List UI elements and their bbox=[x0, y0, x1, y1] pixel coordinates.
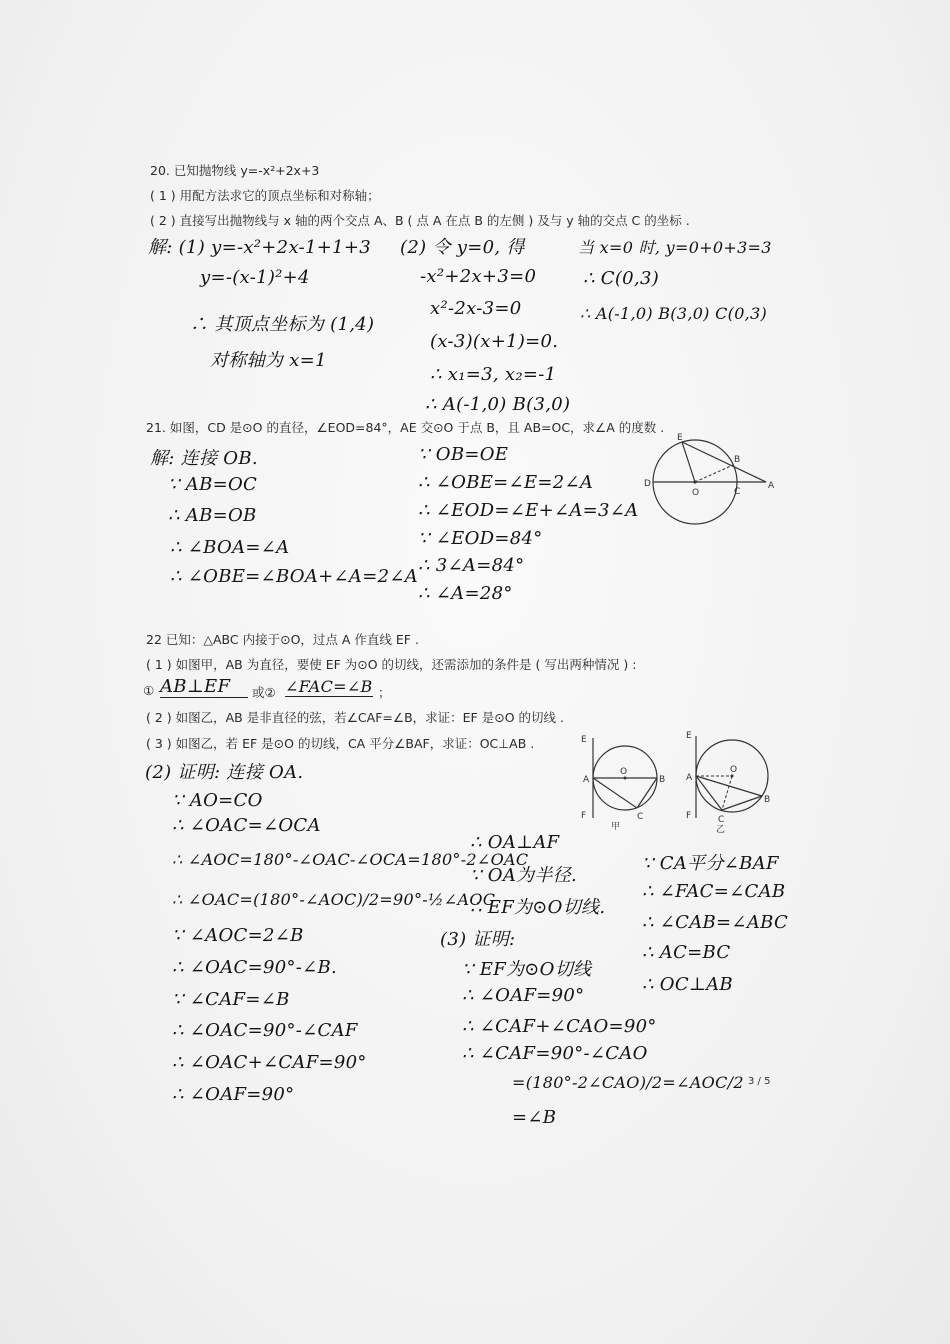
q21-title: 21. 如图，CD 是⊙O 的直径，∠EOD=84°，AE 交⊙O 于点 B，且 AB=OC，求∠A 的度数 . bbox=[146, 420, 665, 435]
q21-ans-c1-l3: ∴ AB=OB bbox=[168, 505, 257, 526]
q22-ans-c2-l7: ∴ ∠CAF+∠CAO=90° bbox=[462, 1016, 657, 1037]
q22-part1-end: ； bbox=[378, 685, 391, 700]
q22-ans-c3-l4: ∴ AC=BC bbox=[642, 942, 731, 963]
q20-ans-c2-l2: -x²+2x+3=0 bbox=[420, 266, 537, 287]
q22-part1-or: 或② bbox=[252, 685, 276, 700]
q21-label-C: C bbox=[734, 487, 741, 497]
q22-ans-c2-l6: ∴ ∠OAF=90° bbox=[462, 985, 585, 1006]
q21-ans-c1-l1: 解: 连接 OB. bbox=[150, 448, 258, 469]
q20-part2: ( 2 ) 直接写出抛物线与 x 轴的两个交点 A、B ( 点 A 在点 B 的左侧 ) 及与 y 轴的交点 C 的坐标 . bbox=[150, 213, 690, 228]
jia-label-A: A bbox=[583, 775, 590, 785]
q21-ans-c2-l4: ∵ ∠EOD=84° bbox=[418, 528, 543, 549]
q22-figure-yi bbox=[680, 730, 780, 835]
q20-ans-c2-l1: (2) 令 y=0, 得 bbox=[400, 237, 525, 258]
yi-label-B: B bbox=[764, 795, 771, 805]
yi-line-OC bbox=[722, 776, 732, 810]
q20-ans-c2-l5: ∴ x₁=3, x₂=-1 bbox=[430, 364, 557, 385]
q20-ans-c3-l1: 当 x=0 时, y=0+0+3=3 bbox=[578, 238, 772, 257]
q21-label-E: E bbox=[677, 433, 683, 443]
q20-ans-c3-l3: ∴ A(-1,0) B(3,0) C(0,3) bbox=[580, 304, 768, 323]
yi-label-E: E bbox=[686, 731, 692, 741]
q21-ans-c2-l3: ∴ ∠EOD=∠E+∠A=3∠A bbox=[418, 500, 639, 521]
q22-part1-answer2: ∠FAC=∠B bbox=[285, 677, 373, 696]
q22-part1-prefix: ① bbox=[143, 683, 155, 698]
q21-label-B: B bbox=[734, 455, 741, 465]
jia-line-AC bbox=[593, 778, 637, 808]
q22-ans-c1-l10: ∴ ∠OAC+∠CAF=90° bbox=[172, 1052, 367, 1073]
q22-ans-c1-l7: ∴ ∠OAC=90°-∠B. bbox=[172, 957, 338, 978]
q22-ans-c3-l3: ∴ ∠CAB=∠ABC bbox=[642, 912, 789, 933]
q21-ans-c1-l4: ∴ ∠BOA=∠A bbox=[170, 537, 290, 558]
jia-label-O: O bbox=[620, 767, 628, 777]
q22-ans-c1-l5: ∴ ∠OAC=(180°-∠AOC)/2=90°-½∠AOC bbox=[172, 890, 496, 909]
q22-part3: ( 3 ) 如图乙，若 EF 是⊙O 的切线，CA 平分∠BAF，求证：OC⊥AB . bbox=[146, 736, 535, 751]
q20-ans-c1-l1: 解: (1) y=-x²+2x-1+1+3 bbox=[148, 237, 371, 258]
q20-ans-c2-l3: x²-2x-3=0 bbox=[430, 298, 522, 319]
q20-ans-c2-l6: ∴ A(-1,0) B(3,0) bbox=[425, 394, 571, 415]
q22-title: 22 已知：△ABC 内接于⊙O，过点 A 作直线 EF . bbox=[146, 632, 419, 647]
q22-ans-c1-l6: ∵ ∠AOC=2∠B bbox=[172, 925, 304, 946]
q20-ans-c3-l2: ∴ C(0,3) bbox=[583, 268, 660, 289]
q20-ans-c1-l3: ∴ 其顶点坐标为 (1,4) bbox=[190, 314, 375, 335]
q20-title: 20. 已知抛物线 y=-x²+2x+3 bbox=[150, 163, 320, 178]
q21-center-dot bbox=[693, 480, 696, 483]
jia-label-E: E bbox=[581, 735, 587, 745]
q21-line-OB bbox=[695, 465, 733, 482]
jia-label-F: F bbox=[581, 811, 587, 821]
q22-ans-c3-l1: ∵ CA平分∠BAF bbox=[642, 853, 779, 874]
q20-ans-c1-l4: 对称轴为 x=1 bbox=[210, 350, 327, 371]
q22-ans-c2-l3: ∴ EF为⊙O切线. bbox=[470, 897, 606, 918]
q22-ans-c3-l5: ∴ OC⊥AB bbox=[642, 974, 733, 995]
q22-ans-c2-l1: ∴ OA⊥AF bbox=[470, 832, 560, 853]
q22-part1: ( 1 ) 如图甲，AB 为直径，要使 EF 为⊙O 的切线，还需添加的条件是 ( 写出两种情况 ) : bbox=[146, 657, 637, 672]
q22-ans-c3-l2: ∴ ∠FAC=∠CAB bbox=[642, 881, 786, 902]
q22-ans-c1-l3: ∴ ∠OAC=∠OCA bbox=[172, 815, 321, 836]
q22-ans-c1-l11: ∴ ∠OAF=90° bbox=[172, 1084, 295, 1105]
q22-ans-c1-l9: ∴ ∠OAC=90°-∠CAF bbox=[172, 1020, 358, 1041]
q22-ans-c2-l10: =∠B bbox=[512, 1107, 557, 1128]
yi-label-C: C bbox=[718, 815, 725, 825]
q22-ans-c1-l4: ∴ ∠AOC=180°-∠OAC-∠OCA=180°-2∠OAC bbox=[172, 850, 529, 869]
q21-line-EA bbox=[682, 442, 766, 482]
q22-part2: ( 2 ) 如图乙，AB 是非直径的弦，若∠CAF=∠B，求证：EF 是⊙O 的切线 . bbox=[146, 710, 564, 725]
q20-ans-c1-l2: y=-(x-1)²+4 bbox=[200, 267, 310, 288]
q21-figure bbox=[640, 430, 780, 550]
jia-caption: 甲 bbox=[611, 822, 621, 832]
q21-label-D: D bbox=[644, 479, 651, 489]
q22-ans-c2-l4: (3) 证明: bbox=[440, 929, 516, 950]
q21-ans-c1-l2: ∵ AB=OC bbox=[168, 474, 258, 495]
q22-ans-c2-l9: =(180°-2∠CAO)/2=∠AOC/2 bbox=[512, 1073, 744, 1092]
q21-ans-c2-l2: ∴ ∠OBE=∠E=2∠A bbox=[418, 472, 594, 493]
jia-label-C: C bbox=[637, 812, 644, 822]
yi-label-F: F bbox=[686, 811, 692, 821]
q22-ans-c2-l8: ∴ ∠CAF=90°-∠CAO bbox=[462, 1043, 648, 1064]
q21-ans-c2-l6: ∴ ∠A=28° bbox=[418, 583, 513, 604]
q22-ans-c2-l5: ∵ EF为⊙O切线 bbox=[462, 959, 592, 980]
q20-part1: ( 1 ) 用配方法求它的顶点坐标和对称轴； bbox=[150, 188, 380, 203]
q21-label-A: A bbox=[768, 481, 775, 491]
yi-label-O: O bbox=[730, 765, 738, 775]
q22-figure-jia bbox=[575, 730, 675, 835]
yi-caption: 乙 bbox=[716, 825, 726, 835]
q22-ans-c2-l2: ∵ OA为半径. bbox=[470, 865, 578, 886]
q22-part1-answer1: AB⊥EF bbox=[160, 676, 248, 698]
q21-ans-c1-l5: ∴ ∠OBE=∠BOA+∠A=2∠A bbox=[170, 566, 419, 587]
q21-ans-c2-l5: ∴ 3∠A=84° bbox=[418, 555, 525, 576]
q21-label-O: O bbox=[692, 488, 700, 498]
q22-ans-c1-l1: (2) 证明: 连接 OA. bbox=[145, 762, 304, 783]
page-number: 3 / 5 bbox=[748, 1076, 771, 1087]
q21-ans-c2-l1: ∵ OB=OE bbox=[418, 444, 509, 465]
jia-line-BC bbox=[637, 778, 657, 808]
q22-ans-c1-l8: ∵ ∠CAF=∠B bbox=[172, 989, 290, 1010]
q20-ans-c2-l4: (x-3)(x+1)=0. bbox=[430, 331, 559, 352]
q22-ans-c1-l2: ∵ AO=CO bbox=[172, 790, 263, 811]
jia-label-B: B bbox=[659, 775, 666, 785]
yi-label-A: A bbox=[686, 773, 693, 783]
q21-line-OE bbox=[682, 442, 695, 482]
